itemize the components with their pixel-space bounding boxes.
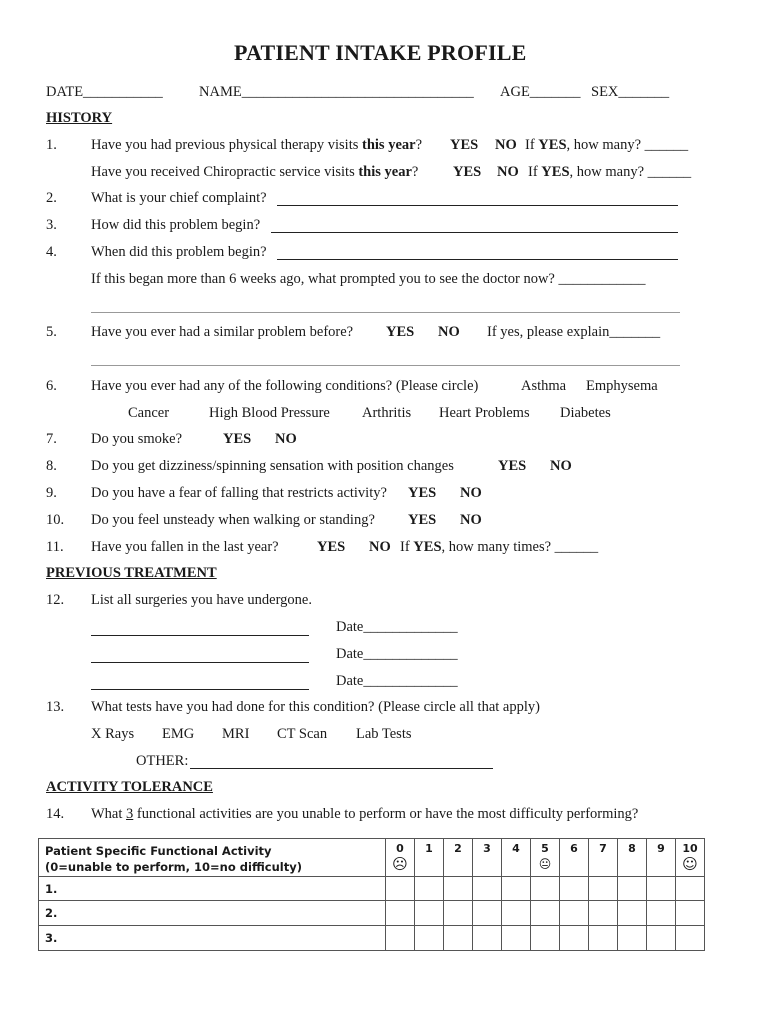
table-row — [39, 901, 705, 926]
activity-row-label[interactable]: 2. — [39, 901, 386, 926]
question-4-followup[interactable]: If this began more than 6 weeks ago, what prompted you to see the doctor now? ____________ — [91, 271, 646, 287]
no-option[interactable]: NO — [495, 137, 517, 153]
table-row — [39, 877, 705, 901]
question-number: 12. — [46, 592, 65, 608]
surgery-line[interactable] — [91, 635, 309, 636]
condition-cancer[interactable]: Cancer — [128, 405, 170, 421]
question-number: 14. — [46, 806, 65, 822]
surgery-date-field[interactable]: Date_____________ — [336, 646, 458, 662]
explain-field[interactable]: If yes, please explain_______ — [487, 324, 661, 340]
scale-4: 4 — [502, 839, 531, 877]
condition-diabetes[interactable]: Diabetes — [560, 405, 611, 421]
scale-1: 1 — [415, 839, 444, 877]
yes-option[interactable]: YES — [317, 539, 346, 555]
scale-2: 2 — [444, 839, 473, 877]
question-1b-text: Have you received Chiropractic service visits this year? — [91, 164, 419, 180]
yes-option[interactable]: YES — [386, 324, 415, 340]
surgery-date-field[interactable]: Date_____________ — [336, 673, 458, 689]
scale-9: 9 — [647, 839, 676, 877]
question-number: 7. — [46, 431, 57, 447]
question-number: 8. — [46, 458, 57, 474]
date-field[interactable]: DATE___________ — [46, 84, 163, 100]
other-label: OTHER: — [136, 753, 189, 769]
scale-8: 8 — [618, 839, 647, 877]
how-many-times-field[interactable]: If YES, how many times? ______ — [400, 539, 599, 555]
question-9-text: Do you have a fear of falling that restricts activity? — [91, 485, 387, 501]
question-13-text: What tests have you had done for this condition? (Please circle all that apply) — [91, 699, 540, 715]
test-ct-scan[interactable]: CT Scan — [277, 726, 328, 742]
neutral-face-icon: 😐 — [538, 857, 552, 871]
answer-line[interactable] — [277, 259, 678, 260]
no-option[interactable]: NO — [460, 512, 482, 528]
question-8-text: Do you get dizziness/spinning sensation with position changes — [91, 458, 454, 474]
no-option[interactable]: NO — [275, 431, 297, 447]
condition-arthritis[interactable]: Arthritis — [362, 405, 412, 421]
scale-6: 6 — [560, 839, 589, 877]
name-field[interactable]: NAME________________________________ — [199, 84, 474, 100]
question-number: 13. — [46, 699, 65, 715]
section-previous-treatment-heading: PREVIOUS TREATMENT — [46, 565, 217, 581]
question-number: 6. — [46, 378, 57, 394]
question-number: 4. — [46, 244, 57, 260]
yes-option[interactable]: YES — [498, 458, 527, 474]
happy-face-icon: ☺ — [682, 855, 698, 873]
section-history-heading: HISTORY — [46, 110, 113, 126]
test-emg[interactable]: EMG — [162, 726, 195, 742]
question-number: 9. — [46, 485, 57, 501]
section-activity-tolerance-heading: ACTIVITY TOLERANCE — [46, 779, 213, 795]
scale-7: 7 — [589, 839, 618, 877]
condition-emphysema[interactable]: Emphysema — [586, 378, 658, 394]
question-10-text: Do you feel unsteady when walking or standing? — [91, 512, 375, 528]
question-3-text: How did this problem begin? — [91, 217, 261, 233]
question-1a-text: Have you had previous physical therapy visits this year? — [91, 137, 423, 153]
answer-line[interactable] — [271, 232, 678, 233]
table-row — [39, 926, 705, 951]
scale-10: 10 ☺ — [676, 839, 705, 877]
how-many-field[interactable]: If YES, how many? ______ — [525, 137, 689, 153]
age-field[interactable]: AGE_______ — [500, 84, 581, 100]
page-title: PATIENT INTAKE PROFILE — [234, 40, 527, 65]
other-line[interactable] — [190, 768, 493, 769]
no-option[interactable]: NO — [497, 164, 519, 180]
condition-heart-problems[interactable]: Heart Problems — [439, 405, 530, 421]
test-mri[interactable]: MRI — [222, 726, 250, 742]
question-number: 5. — [46, 324, 57, 340]
activity-row-label[interactable]: 3. — [39, 926, 386, 951]
question-7-text: Do you smoke? — [91, 431, 183, 447]
answer-line[interactable] — [91, 365, 680, 366]
yes-option[interactable]: YES — [223, 431, 252, 447]
question-5-text: Have you ever had a similar problem before? — [91, 324, 354, 340]
no-option[interactable]: NO — [460, 485, 482, 501]
question-11-text: Have you fallen in the last year? — [91, 539, 279, 555]
answer-line[interactable] — [91, 312, 680, 313]
scale-0: 0 ☹ — [386, 839, 415, 877]
question-number: 10. — [46, 512, 65, 528]
question-number: 1. — [46, 137, 57, 153]
surgery-date-field[interactable]: Date_____________ — [336, 619, 458, 635]
sex-field[interactable]: SEX_______ — [591, 84, 670, 100]
condition-high-blood-pressure[interactable]: High Blood Pressure — [209, 405, 330, 421]
scale-5: 5 😐 — [531, 839, 560, 877]
test-lab-tests[interactable]: Lab Tests — [356, 726, 412, 742]
question-2-text: What is your chief complaint? — [91, 190, 267, 206]
question-number: 3. — [46, 217, 57, 233]
no-option[interactable]: NO — [438, 324, 460, 340]
surgery-line[interactable] — [91, 689, 309, 690]
yes-option[interactable]: YES — [450, 137, 479, 153]
sad-face-icon: ☹ — [392, 855, 408, 873]
surgery-line[interactable] — [91, 662, 309, 663]
functional-activity-table — [38, 838, 705, 951]
yes-option[interactable]: YES — [408, 485, 437, 501]
question-number: 11. — [46, 539, 64, 555]
no-option[interactable]: NO — [369, 539, 391, 555]
answer-line[interactable] — [277, 205, 678, 206]
question-14-text: What 3 functional activities are you unable to perform or have the most difficulty performing? — [91, 806, 639, 822]
question-number: 2. — [46, 190, 57, 206]
question-12-text: List all surgeries you have undergone. — [91, 592, 312, 608]
how-many-field[interactable]: If YES, how many? ______ — [528, 164, 692, 180]
no-option[interactable]: NO — [550, 458, 572, 474]
scale-3: 3 — [473, 839, 502, 877]
condition-asthma[interactable]: Asthma — [521, 378, 567, 394]
activity-row-label[interactable]: 1. — [39, 877, 386, 901]
yes-option[interactable]: YES — [453, 164, 482, 180]
question-6-text: Have you ever had any of the following conditions? (Please circle) — [91, 378, 479, 394]
yes-option[interactable]: YES — [408, 512, 437, 528]
test-x-rays[interactable]: X Rays — [91, 726, 135, 742]
table-header: Patient Specific Functional Activity (0=unable to perform, 10=no difficulty) — [39, 839, 386, 877]
question-4-text: When did this problem begin? — [91, 244, 267, 260]
